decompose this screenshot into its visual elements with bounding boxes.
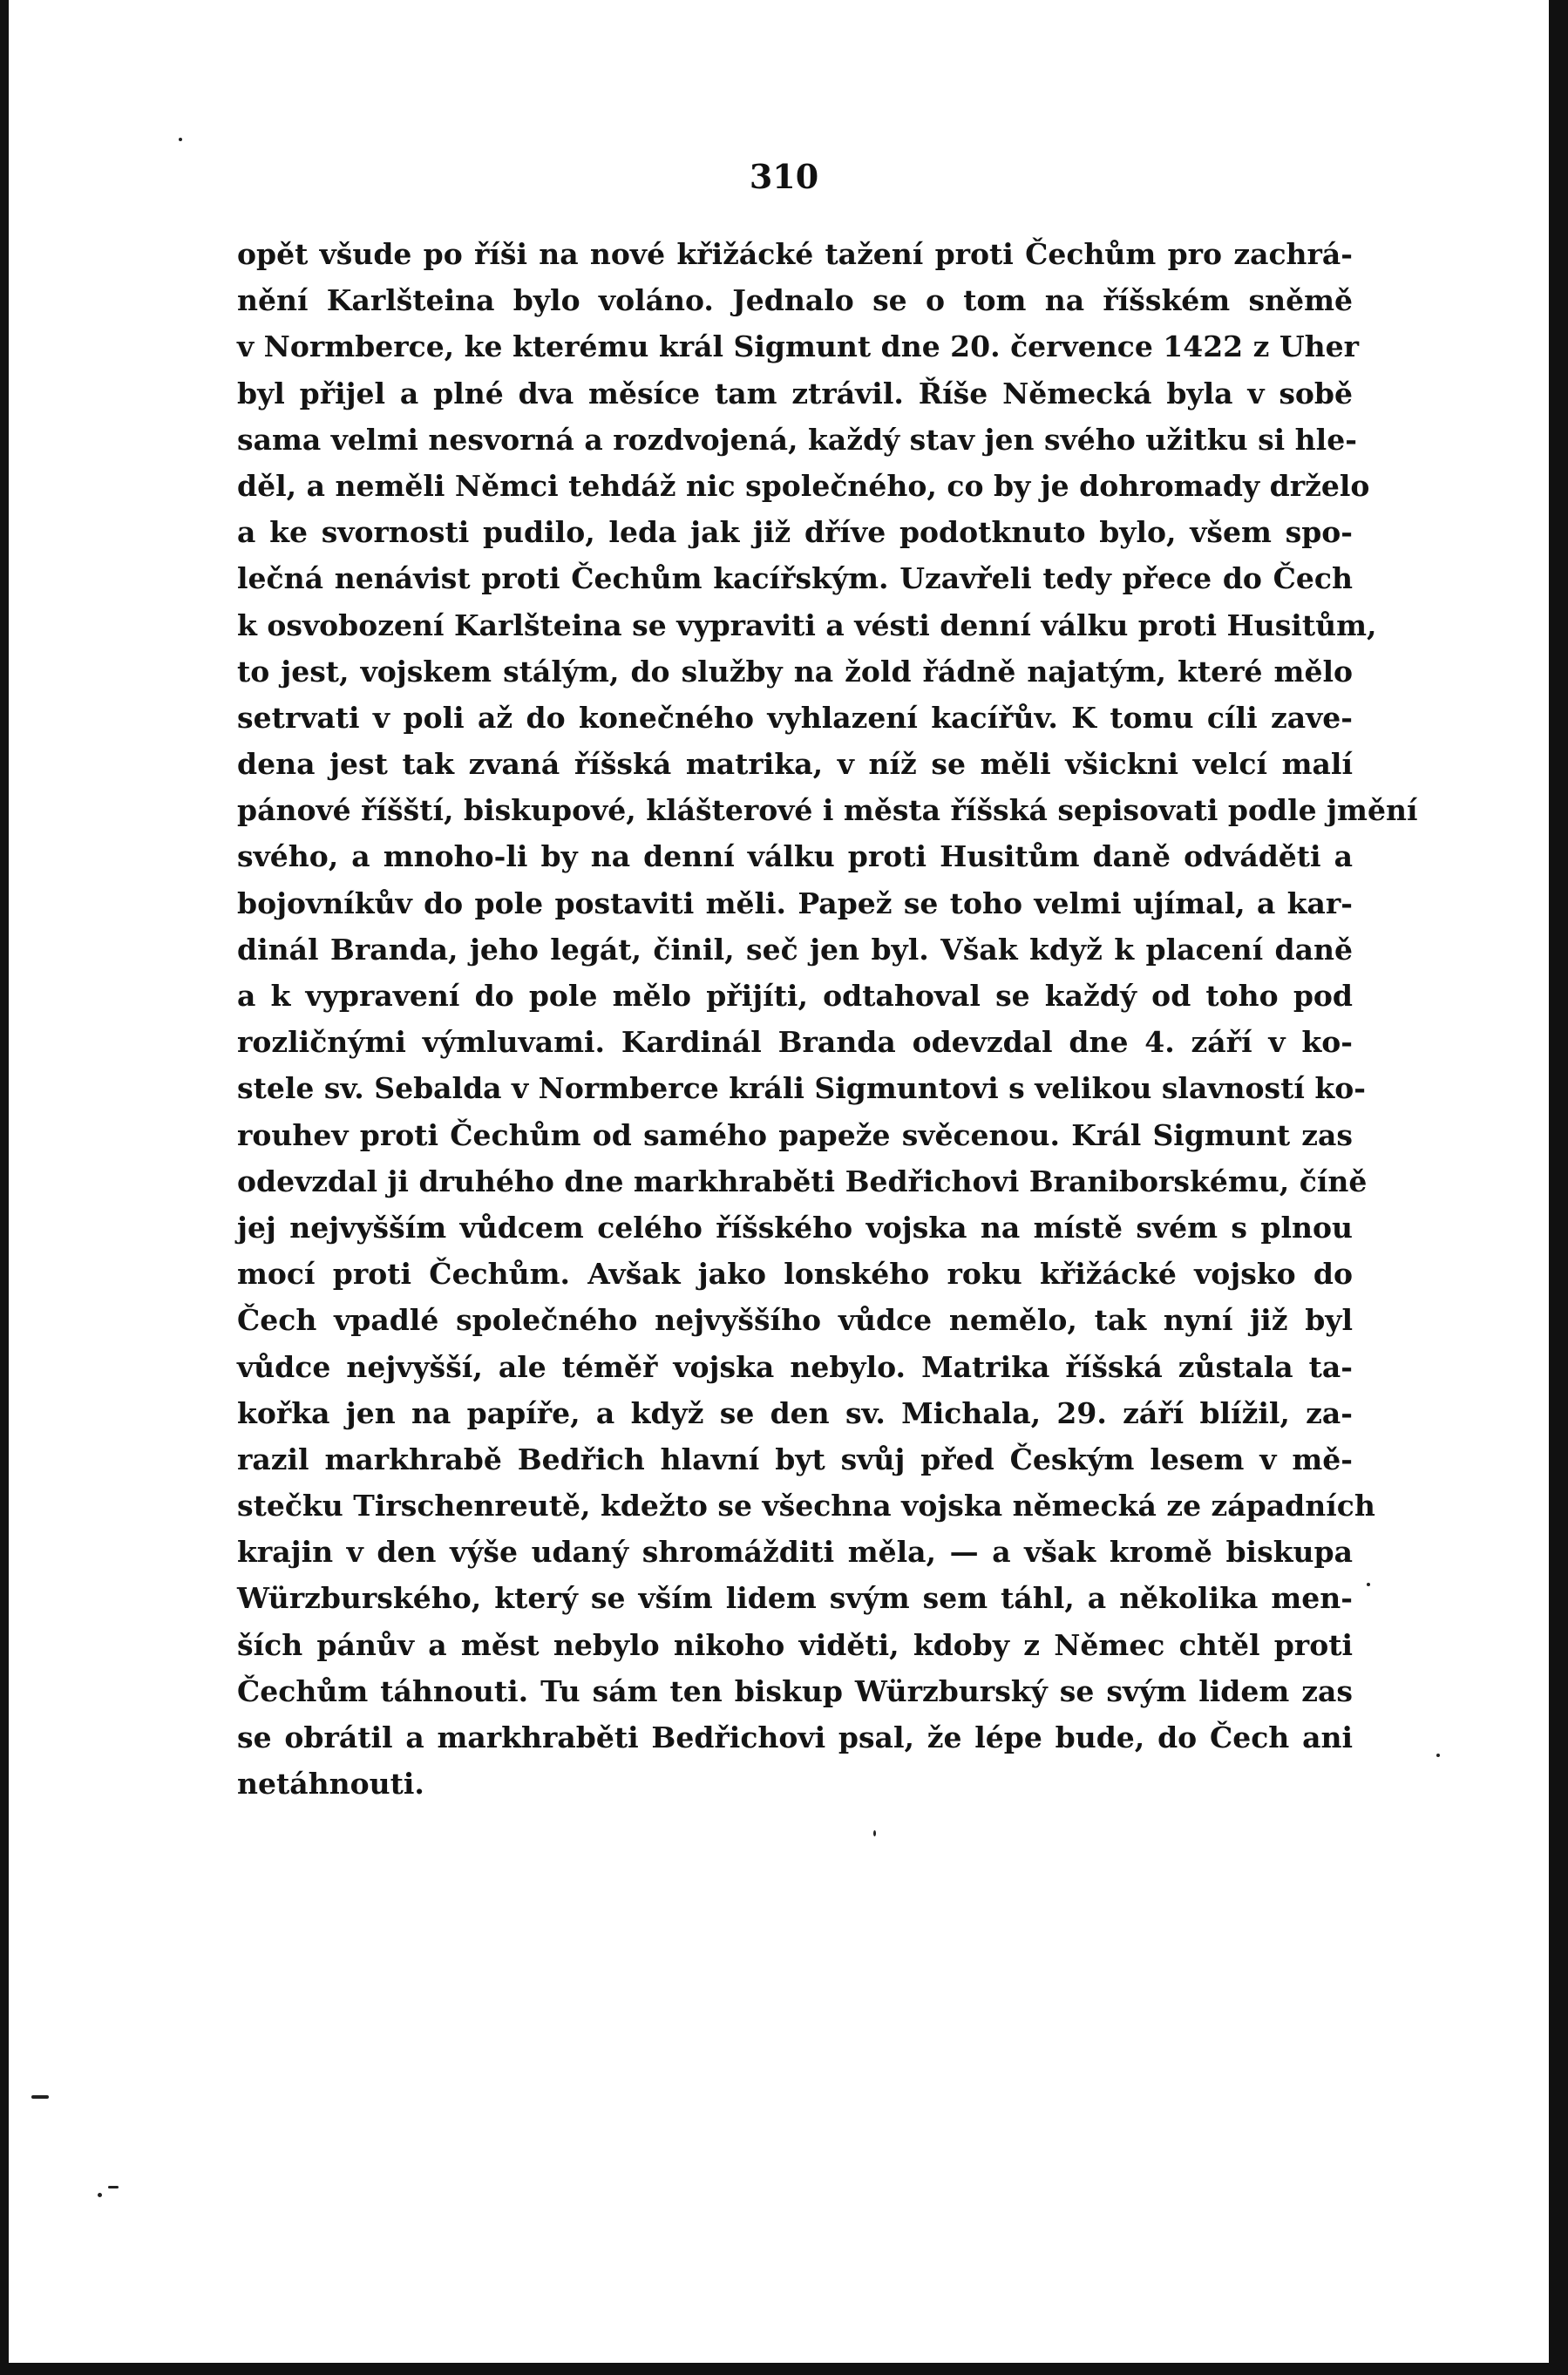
text-line: dinál Branda, jeho legát, činil, seč jen byl. Však když k placení daně [237,932,1353,967]
text-line: v Normberce, ke kterému král Sigmunt dne 20. července 1422 z Uher [237,329,1360,364]
text-line: to jest, vojskem stálým, do služby na žold řádně najatým, které mělo [237,654,1353,689]
text-line: Čechům táhnouti. Tu sám ten biskup Würzburský se svým lidem zas [237,1673,1353,1708]
scan-speck [98,2193,102,2197]
text-line: a ke svornosti pudilo, leda jak již dříve podotknuto bylo, všem spo- [237,515,1353,550]
scan-speck [108,2186,119,2188]
scan-speck [31,2095,49,2099]
text-line: pánové říšští, biskupové, klášterové i města říšská sepisovati podle jmění [237,793,1418,828]
text-line: dena jest tak zvaná říšská matrika, v níž se měli všickni velcí malí [237,747,1353,782]
scan-speck [873,1830,876,1836]
text-line: krajin v den výše udaný shromážditi měla, — a však kromě biskupa [237,1535,1353,1570]
text-line: jej nejvyšším vůdcem celého říšského vojska na místě svém s plnou [237,1210,1353,1245]
scan-speck [1367,1583,1370,1586]
text-line: děl, a neměli Němci tehdáž nic společného, co by je dohromady drželo [237,468,1370,503]
text-line: bojovníkův do pole postaviti měli. Papež se toho velmi ujímal, a kar- [237,886,1353,920]
body-text [237,231,1418,1807]
text-line: lečná nenávist proti Čechům kacířským. Uzavřeli tedy přece do Čech [237,561,1353,596]
text-line: kořka jen na papíře, a když se den sv. Michala, 29. září blížil, za- [237,1395,1353,1430]
text-line: rouhev proti Čechům od samého papeže svěcenou. Král Sigmunt zas [237,1117,1353,1152]
text-line: setrvati v poli až do konečného vyhlazení kacířův. K tomu cíli zave- [237,700,1353,735]
page-number: 310 [749,157,819,196]
text-line: ších pánův a měst nebylo nikoho viděti, kdoby z Němec chtěl proti [237,1627,1353,1662]
text-line: a k vypravení do pole mělo přijíti, odtahoval se každý od toho pod [237,979,1353,1013]
text-line: nění Karlšteina bylo voláno. Jednalo se o tom na říšském sněmě [237,283,1353,318]
text-line: opět všude po říši na nové křižácké tažení proti Čechům pro zachrá- [237,237,1353,271]
scan-speck [1436,1754,1440,1757]
text-line: razil markhrabě Bedřich hlavní byt svůj před Českým lesem v mě- [237,1442,1353,1476]
text-line: odevzdal ji druhého dne markhraběti Bedřichovi Braniborskému, číně [237,1164,1368,1198]
text-line: stele sv. Sebalda v Normberce králi Sigmuntovi s velikou slavností ko- [237,1071,1366,1106]
text-line: byl přijel a plné dva měsíce tam ztrávil. Říše Německá byla v sobě [237,376,1353,411]
text-line: Čech vpadlé společného nejvyššího vůdce nemělo, tak nyní již byl [237,1303,1353,1338]
text-line: rozličnými výmluvami. Kardinál Branda odevzdal dne 4. září v ko- [237,1025,1353,1060]
scan-border-left [0,0,9,2375]
text-line: Würzburského, který se vším lidem svým sem táhl, a několika men- [237,1581,1353,1616]
text-line: netáhnouti. [237,1767,424,1802]
text-line: sama velmi nesvorná a rozdvojená, každý stav jen svého užitku si hle- [237,422,1357,457]
text-line: mocí proti Čechům. Avšak jako lonského roku křižácké vojsko do [237,1257,1353,1292]
text-line: svého, a mnoho-li by na denní válku proti Husitům daně odváděti a [237,839,1353,874]
text-line: vůdce nejvyšší, ale téměř vojska nebylo. Matrika říšská zůstala ta- [237,1349,1353,1384]
text-line: k osvobození Karlšteina se vypraviti a vésti denní válku proti Husitům, [237,607,1377,642]
scan-speck [179,138,182,141]
text-line: se obrátil a markhraběti Bedřichovi psal, že lépe bude, do Čech ani [237,1720,1353,1754]
scan-border-right [1549,0,1568,2375]
scan-border-bottom [0,2363,1568,2375]
text-line: stečku Tirschenreutě, kdežto se všechna vojska německá ze západních [237,1489,1375,1523]
